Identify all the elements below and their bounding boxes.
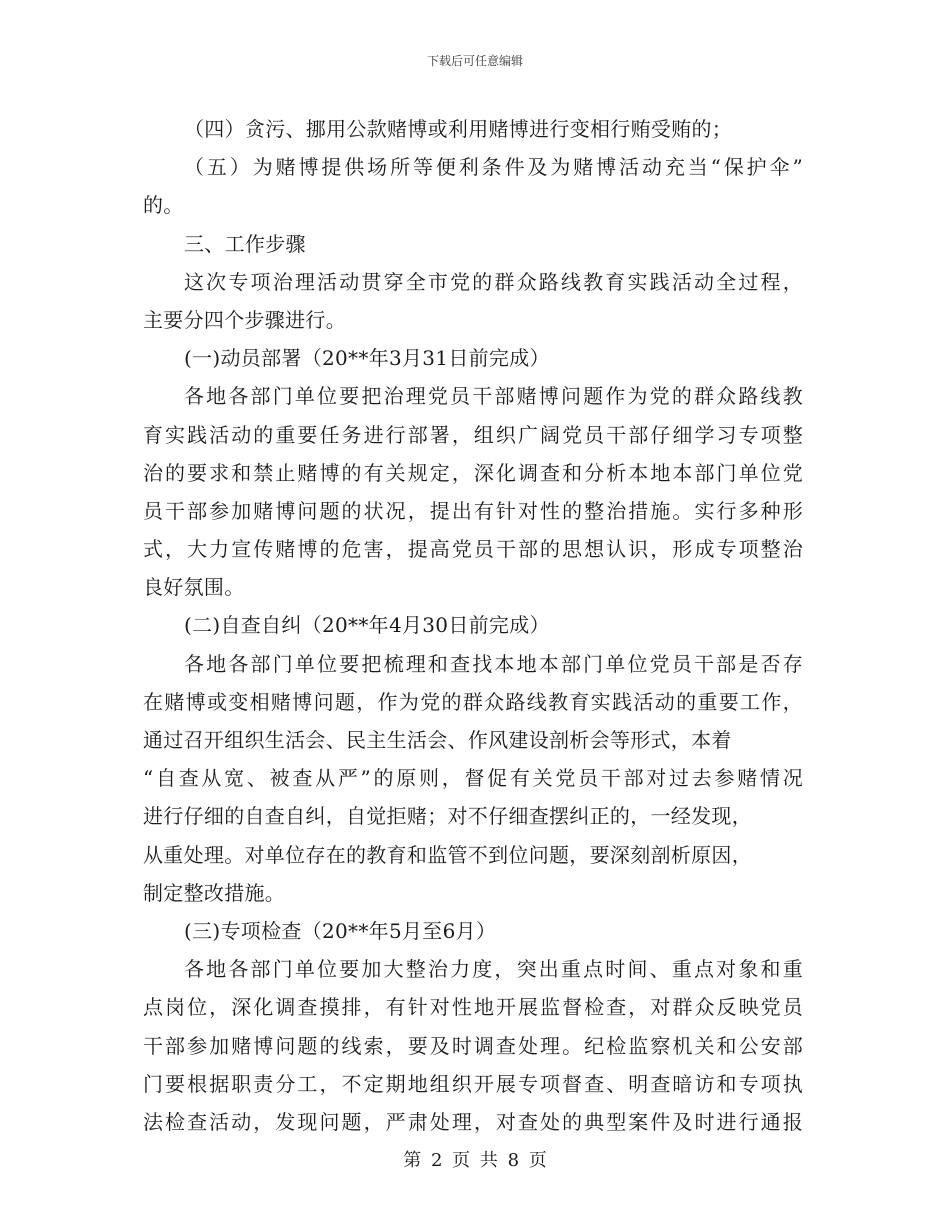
text-line: （四）贪污、挪用公款赌博或利用赌博进行变相行贿受贿的； [184, 117, 733, 141]
text-line: （五）为赌博提供场所等便利条件及为赌博活动充当“保护伞” [184, 155, 803, 180]
text-line: 门要根据职责分工，不定期地组织开展专项督查、明查暗访和专项执 [143, 1071, 803, 1096]
text-line: 干部参加赌博问题的线索，要及时调查处理。纪检监察机关和公安部 [143, 1033, 803, 1058]
text-line: (三)专项检查（20**年5月至6月） [184, 918, 497, 943]
text-line: 治的要求和禁止赌博的有关规定，深化调查和分析本地本部门单位党 [143, 460, 803, 485]
text-line: 这次专项治理活动贯穿全市党的群众路线教育实践活动全过程， [184, 269, 803, 294]
text-line: 三、工作步骤 [184, 231, 306, 256]
text-line: 员干部参加赌博问题的状况，提出有针对性的整治措施。实行多种形 [143, 498, 803, 523]
text-line: 各地各部门单位要把梳理和查找本地本部门单位党员干部是否存 [184, 651, 803, 676]
text-line: (二)自查自纠（20**年4月30日前完成） [184, 613, 550, 638]
text-line: 主要分四个步骤进行。 [143, 307, 346, 332]
document-body [143, 110, 803, 1141]
text-line: 进行仔细的自查自纠，自觉拒赌；对不仔细查摆纠正的，一经发现， [143, 804, 752, 829]
page-header-note: 下载后可任意编辑 [426, 54, 523, 68]
text-line: “自查从宽、被查从严”的原则，督促有关党员干部对过去参赌情况 [143, 766, 803, 791]
text-line: 式，大力宣传赌博的危害，提高党员干部的思想认识，形成专项整治 [143, 537, 803, 562]
text-line: 良好氛围。 [143, 575, 245, 600]
text-line: 通过召开组织生活会、民主生活会、作风建设剖析会等形式，本着 [143, 728, 732, 752]
text-line: 各地各部门单位要把治理党员干部赌博问题作为党的群众路线教 [184, 384, 803, 409]
text-line: 育实践活动的重要任务进行部署，组织广阔党员干部仔细学习专项整 [143, 422, 803, 447]
text-line: 的。 [143, 193, 184, 218]
text-line: 法检查活动，发现问题，严肃处理，对查处的典型案件及时进行通报 [143, 1109, 803, 1134]
page-number: 第 2 页 共 8 页 [403, 1150, 547, 1171]
text-line: 从重处理。对单位存在的教育和监管不到位问题，要深刻剖析原因， [143, 842, 752, 867]
text-line: (一)动员部署（20**年3月31日前完成） [184, 346, 550, 371]
text-line: 制定整改措施。 [143, 880, 286, 905]
text-line: 各地各部门单位要加大整治力度，突出重点时间、重点对象和重 [184, 957, 803, 982]
text-line: 在赌博或变相赌博问题，作为党的群众路线教育实践活动的重要工作， [143, 689, 803, 714]
text-line: 点岗位，深化调查摸排，有针对性地开展监督检查，对群众反映党员 [143, 995, 803, 1020]
